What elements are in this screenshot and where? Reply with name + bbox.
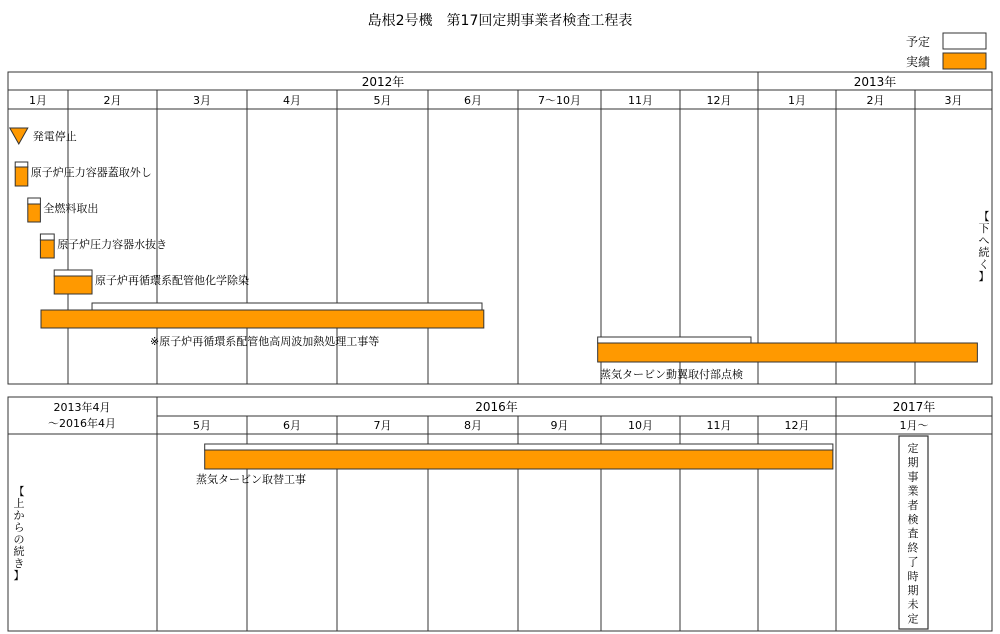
task-planned-bar <box>28 198 41 204</box>
task-label: 全燃料取出 <box>43 202 99 215</box>
legend-actual-label: 実績 <box>905 55 930 69</box>
task-actual-bar <box>28 204 41 222</box>
task-planned-bar <box>54 270 92 276</box>
panel2-period-label: ～2016年4月 <box>48 417 116 430</box>
panel1-month-label: 11月 <box>628 94 653 107</box>
panel1-month-label: 3月 <box>944 94 963 107</box>
task-planned-bar <box>40 234 54 240</box>
task-actual-bar <box>15 167 28 186</box>
task-planned-bar <box>15 162 28 167</box>
panel1-month-label: 12月 <box>706 94 732 107</box>
panel1-month-label: 1月 <box>29 94 47 107</box>
panel1-year-label: 2013年 <box>853 75 897 89</box>
task-label: 蒸気タービン動翼取付部点検 <box>600 368 743 381</box>
task-planned-bar <box>205 444 833 450</box>
chart-title: 島根2号機 第17回定期事業者検査工程表 <box>367 13 633 29</box>
legend-planned-label: 予定 <box>905 35 930 49</box>
task-label: 原子炉圧力容器蓋取外し <box>30 166 152 179</box>
panel2-continue-note: 【上からの続き】 <box>13 485 25 582</box>
panel2-month-label: 12月 <box>784 419 810 432</box>
panel1-month-label: 7～10月 <box>538 94 581 107</box>
task-planned-bar <box>598 337 751 343</box>
task-label: 原子炉再循環系配管他化学除染 <box>95 274 250 287</box>
task-actual-bar <box>41 310 484 328</box>
panel2-year-label: 2017年 <box>892 400 936 414</box>
task-actual-bar <box>54 276 92 294</box>
panel1-month-label: 4月 <box>283 94 301 107</box>
legend-planned-swatch <box>943 33 986 49</box>
panel1-month-label: 1月 <box>788 94 806 107</box>
task-actual-bar <box>40 240 54 258</box>
panel1-month-label: 2月 <box>866 94 885 107</box>
panel2-month-label: 5月 <box>193 419 211 432</box>
task-planned-bar <box>92 303 482 310</box>
panel2-frame <box>8 397 992 631</box>
panel1-month-label: 5月 <box>373 94 392 107</box>
panel1-month-label: 2月 <box>103 94 122 107</box>
end-note-text: 定期事業者検査終了時期未定 <box>907 442 919 626</box>
panel1-continue-note: 【下へ続く】 <box>978 210 990 283</box>
panel1-year-label: 2012年 <box>361 75 405 89</box>
task-actual-bar <box>598 343 978 362</box>
panel2-month-label: 6月 <box>283 419 301 432</box>
task-actual-bar <box>205 450 833 469</box>
panel2-month-label: 11月 <box>706 419 732 432</box>
legend-actual-swatch <box>943 53 986 69</box>
milestone-label: 発電停止 <box>32 130 77 143</box>
panel2-month-label: 1月～ <box>899 419 929 432</box>
panel1-month-label: 3月 <box>193 94 211 107</box>
panel1-month-label: 6月 <box>464 94 482 107</box>
panel2-month-label: 10月 <box>628 419 653 432</box>
panel2-month-label: 7月 <box>373 419 392 432</box>
panel2-month-label: 8月 <box>464 419 482 432</box>
panel2-year-label: 2016年 <box>475 400 518 414</box>
panel2-period-label: 2013年4月 <box>53 401 111 414</box>
milestone-marker <box>10 128 28 144</box>
task-label: 蒸気タービン取替工事 <box>196 473 306 486</box>
task-label: ※原子炉再循環系配管他高周波加熱処理工事等 <box>150 335 380 348</box>
task-label: 原子炉圧力容器水抜き <box>57 238 168 251</box>
panel2-month-label: 9月 <box>550 419 569 432</box>
